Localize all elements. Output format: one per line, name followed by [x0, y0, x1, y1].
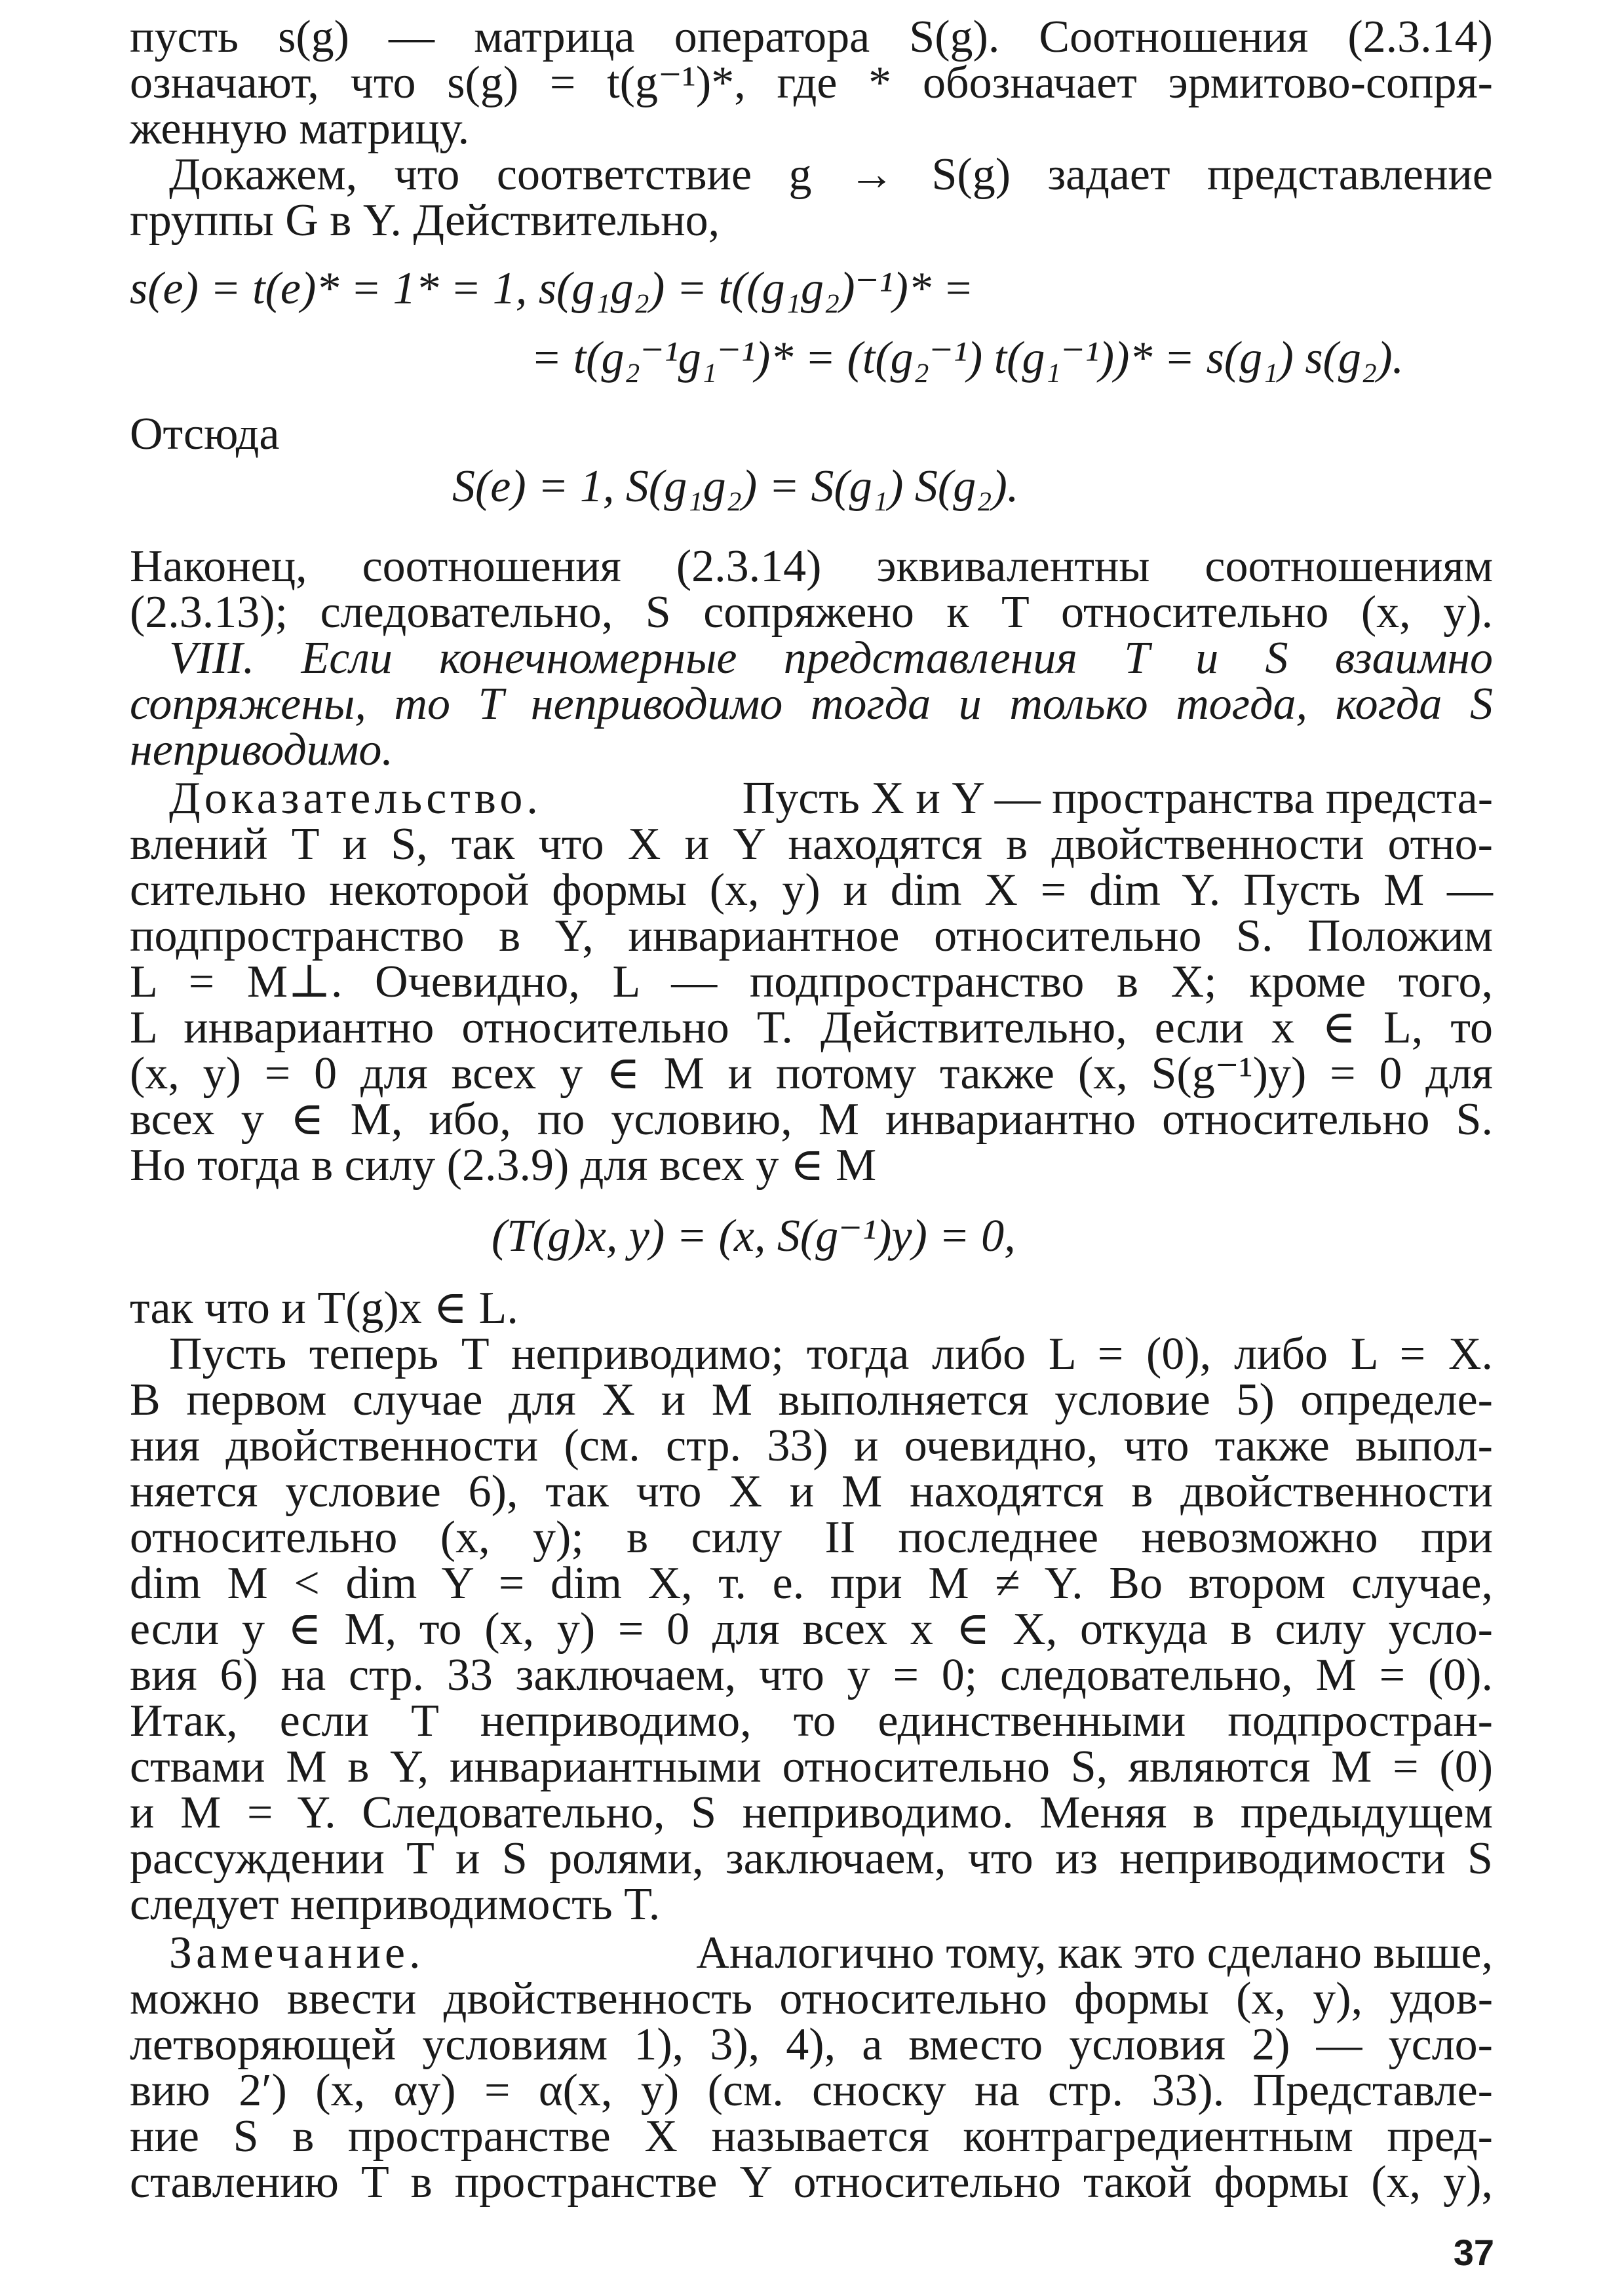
- text-line: и M = Y. Следовательно, S неприводимо. Меняя в предыдущем: [130, 1788, 1493, 1838]
- remark-label: Замечание.: [169, 1928, 425, 1978]
- theorem-line: VIII. Если конечномерные представления T и S взаимно: [169, 633, 1493, 683]
- text-line: можно ввести двойственность относительно формы (x, y), удов-: [130, 1974, 1493, 2024]
- theorem-line: неприводимо.: [130, 725, 393, 775]
- text-line: Докажем, что соответствие g → S(g) задает представление: [169, 149, 1493, 200]
- text-line: Наконец, соотношения (2.3.14) эквивалентны соотношениям: [130, 541, 1493, 592]
- text-line: няется условие 6), так что X и M находятся в двойственности: [130, 1466, 1493, 1517]
- text-line: так что и T(g)x ∈ L.: [130, 1283, 518, 1333]
- formula-line: (T(g)x, y) = (x, S(g⁻¹)y) = 0,: [492, 1211, 1016, 1261]
- text-line: если y ∈ M, то (x, y) = 0 для всех x ∈ X, откуда в силу усло-: [130, 1604, 1493, 1655]
- text-line: (x, y) = 0 для всех y ∈ M и потому также (x, S(g⁻¹)y) = 0 для: [130, 1048, 1493, 1099]
- theorem-line: сопряжены, то T неприводимо тогда и только тогда, когда S: [130, 679, 1493, 729]
- text-line: подпространство в Y, инвариантное относительно S. Положим: [130, 911, 1493, 961]
- text-line: сительно некоторой формы (x, y) и dim X = dim Y. Пусть M —: [130, 865, 1493, 915]
- page-number: 37: [1453, 2232, 1494, 2273]
- text-line: dim M < dim Y = dim X, т. е. при M ≠ Y. Во втором случае,: [130, 1558, 1493, 1609]
- text-line: Пусть теперь T неприводимо; тогда либо L = (0), либо L = X.: [169, 1329, 1493, 1379]
- formula-line: = t(g₂⁻¹g₁⁻¹)* = (t(g₂⁻¹) t(g₁⁻¹))* = s(g₁) s(g₂).: [531, 333, 1404, 383]
- text-line: ствами M в Y, инвариантными относительно S, являются M = (0): [130, 1742, 1493, 1792]
- text-fragment: Пусть X и Y — пространства предста-: [742, 773, 1493, 824]
- text-line: Итак, если T неприводимо, то единственными подпростран-: [130, 1696, 1493, 1746]
- text-line: (2.3.13); следовательно, S сопряжено к T относительно (x, y).: [130, 587, 1493, 638]
- proof-first-line: [169, 773, 1493, 824]
- remark-first-line: [169, 1930, 1493, 1976]
- text-line: рассуждении T и S ролями, заключаем, что из неприводимости S: [130, 1833, 1493, 1884]
- text-line: пусть s(g) — матрица оператора S(g). Соотношения (2.3.14): [130, 12, 1493, 62]
- text-fragment: Аналогично тому, как это сделано выше,: [696, 1928, 1493, 1978]
- text-line: ставлению T в пространстве Y относительно такой формы (x, y),: [130, 2157, 1493, 2208]
- text-line: летворяющей условиям 1), 3), 4), а вместо условия 2) — усло-: [130, 2019, 1493, 2070]
- text-line: В первом случае для X и M выполняется условие 5) определе-: [130, 1375, 1493, 1425]
- text-line: Отсюда: [130, 409, 280, 459]
- text-line: следует неприводимость T.: [130, 1879, 661, 1930]
- text-line: L = M⊥. Очевидно, L — подпространство в X; кроме того,: [130, 957, 1493, 1007]
- text-line: вию 2′) (x, αy) = α(x, y) (см. сноску на стр. 33). Представле-: [130, 2065, 1493, 2116]
- text-line: женную матрицу.: [130, 104, 470, 154]
- proof-label: Доказательство.: [169, 773, 542, 824]
- text-line: ние S в пространстве X называется контрагредиентным пред-: [130, 2111, 1493, 2162]
- text-line: вия 6) на стр. 33 заключаем, что y = 0; следовательно, M = (0).: [130, 1650, 1493, 1700]
- text-line: относительно (x, y); в силу II последнее невозможно при: [130, 1512, 1493, 1563]
- text-line: всех y ∈ M, ибо, по условию, M инвариантно относительно S.: [130, 1094, 1493, 1145]
- text-line: ния двойственности (см. стр. 33) и очевидно, что также выпол-: [130, 1421, 1493, 1471]
- text-line: Но тогда в силу (2.3.9) для всех y ∈ M: [130, 1140, 877, 1191]
- text-line: означают, что s(g) = t(g⁻¹)*, где * обозначает эрмитово-сопря-: [130, 58, 1493, 108]
- text-line: влений T и S, так что X и Y находятся в двойственности отно-: [130, 819, 1493, 870]
- formula-line: s(e) = t(e)* = 1* = 1, s(g₁g₂) = t((g₁g₂)⁻¹)* =: [130, 263, 974, 314]
- text-line: L инвариантно относительно T. Действительно, если x ∈ L, то: [130, 1003, 1493, 1053]
- formula-line: S(e) = 1, S(g₁g₂) = S(g₁) S(g₂).: [452, 461, 1019, 512]
- text-line: группы G в Y. Действительно,: [130, 195, 720, 246]
